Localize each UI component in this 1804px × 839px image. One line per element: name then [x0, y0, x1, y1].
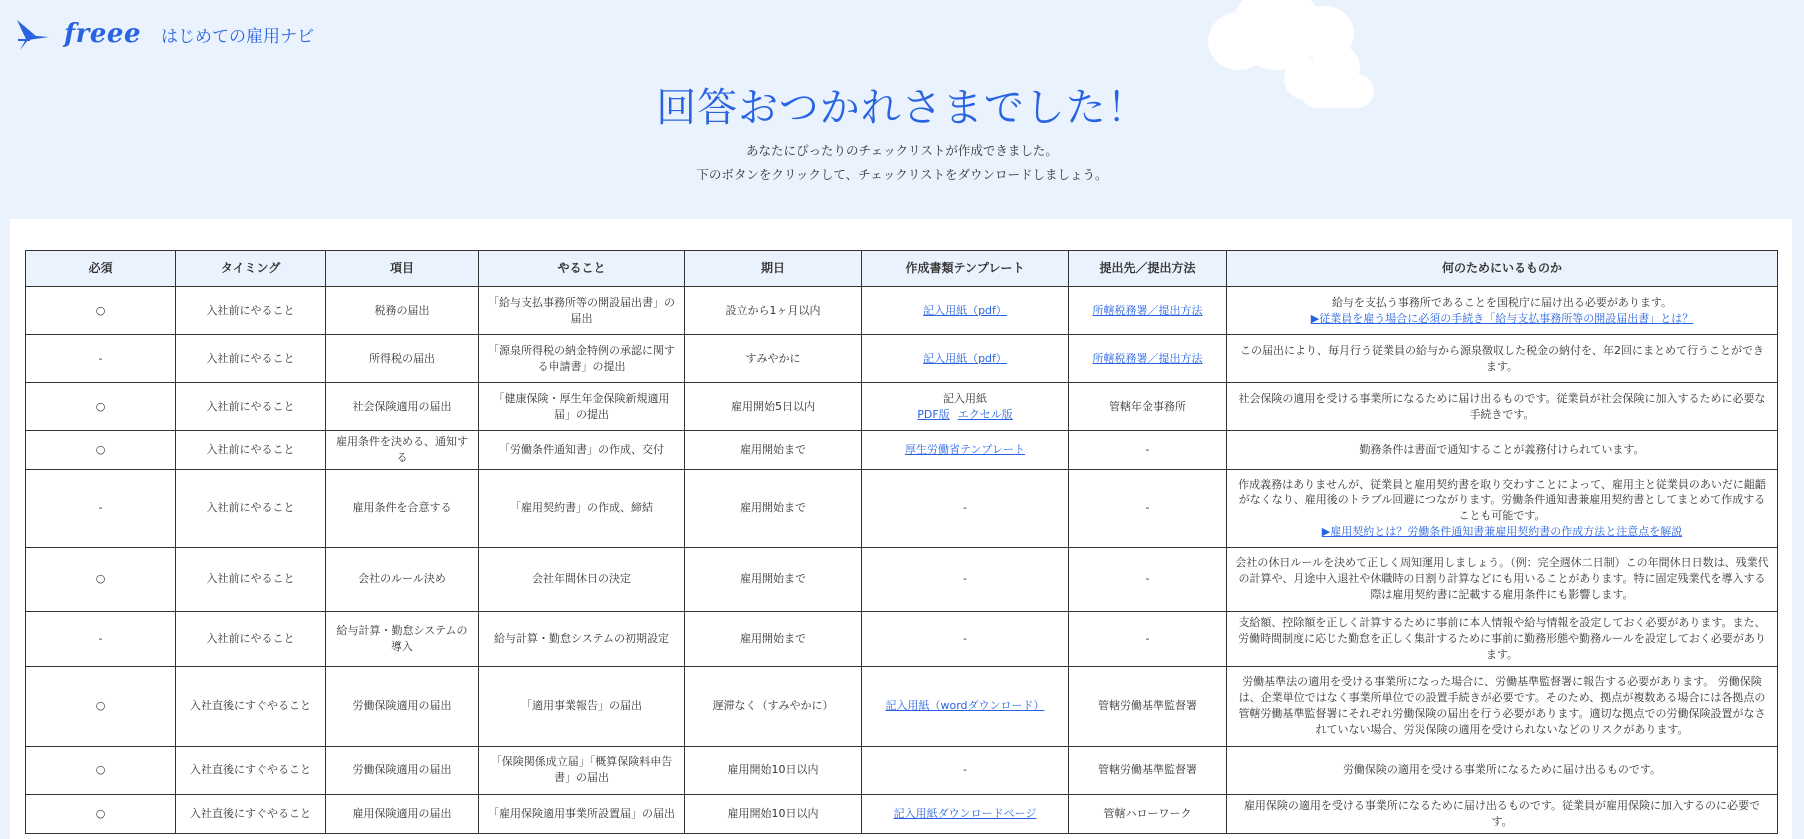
cell-submit — [1069, 287, 1227, 335]
column-header-deadline: 期日 — [685, 251, 862, 287]
table-header-row — [26, 251, 1778, 287]
purpose-article-link[interactable]: ▶雇用契約とは？労働条件通知書兼雇用契約書の作成方法と注意点を解説 — [1321, 525, 1683, 539]
purpose-text: 給与を支払う事務所であることを国税庁に届け出る必要があります。 — [1331, 295, 1673, 309]
cell-required: ○ — [26, 746, 176, 794]
table-row — [26, 383, 1778, 431]
cell-template — [862, 335, 1069, 383]
cell-deadline: 雇用開始5日以内 — [685, 383, 862, 431]
cell-todo: 「源泉所得税の納金特例の承認に関する申請書」の提出 — [479, 335, 685, 383]
freee-bird-icon — [16, 16, 50, 52]
cell-template — [862, 666, 1069, 746]
purpose-article-link[interactable]: ▶従業員を雇う場合に必須の手続き「給与支払事務所等の開設届出書」とは？ — [1310, 311, 1694, 325]
cell-purpose — [1227, 287, 1778, 335]
checklist-table — [25, 250, 1778, 834]
cell-timing: 入社直後にすぐやること — [176, 666, 326, 746]
cell-submit: 管轄ハローワーク — [1069, 794, 1227, 833]
cell-item: 雇用保険適用の届出 — [326, 794, 479, 833]
cell-purpose: この届出により、毎月行う従業員の給与から源泉徴収した税金の納付を、年2回にまとめて行うことができます。 — [1227, 335, 1778, 383]
cell-timing: 入社直後にすぐやること — [176, 746, 326, 794]
table-row — [26, 666, 1778, 746]
template-pdf-link[interactable]: PDF版 — [917, 407, 950, 421]
cell-timing: 入社前にやること — [176, 431, 326, 470]
cell-item: 雇用条件を合意する — [326, 469, 479, 547]
cell-purpose: 雇用保険の適用を受ける事業所になるために届け出るものです。従業員が雇用保険に加入するのに必要です。 — [1227, 794, 1778, 833]
cell-purpose: 勤務条件は書面で通知することが義務付けられています。 — [1227, 431, 1778, 470]
table-row — [26, 431, 1778, 470]
cell-timing: 入社前にやること — [176, 287, 326, 335]
column-header-template: 作成書類テンプレート — [862, 251, 1069, 287]
logo-subtitle: はじめての雇用ナビ — [161, 26, 315, 47]
cell-submit: - — [1069, 469, 1227, 547]
column-header-required: 必須 — [26, 251, 176, 287]
table-row — [26, 547, 1778, 611]
cell-deadline: 雇用開始10日以内 — [685, 794, 862, 833]
cell-todo: 「労働条件通知書」の作成、交付 — [479, 431, 685, 470]
cell-deadline: 雇用開始まで — [685, 469, 862, 547]
cell-timing: 入社前にやること — [176, 469, 326, 547]
template-download-link[interactable]: 記入用紙（wordダウンロード） — [885, 699, 1045, 713]
cell-item: 会社のルール決め — [326, 547, 479, 611]
template-download-link[interactable]: 記入用紙（pdf） — [923, 303, 1007, 317]
cell-todo: 「健康保険・厚生年金保険新規適用届」の提出 — [479, 383, 685, 431]
cell-submit: - — [1069, 611, 1227, 666]
cell-deadline: 雇用開始まで — [685, 547, 862, 611]
cell-template — [862, 431, 1069, 470]
cell-purpose — [1227, 469, 1778, 547]
cell-purpose: 労働保険の適用を受ける事業所になるために届け出るものです。 — [1227, 746, 1778, 794]
cell-timing: 入社前にやること — [176, 383, 326, 431]
cell-todo: 「雇用契約書」の作成、締結 — [479, 469, 685, 547]
template-download-link[interactable]: 記入用紙ダウンロードページ — [893, 806, 1037, 820]
cell-todo: 給与計算・勤怠システムの初期設定 — [479, 611, 685, 666]
cell-item: 所得税の届出 — [326, 335, 479, 383]
cell-timing: 入社前にやること — [176, 547, 326, 611]
cell-purpose: 社会保険の適用を受ける事業所になるために届け出るものです。従業員が社会保険に加入するために必要な手続きです。 — [1227, 383, 1778, 431]
submit-method-link[interactable]: 所轄税務署／提出方法 — [1092, 303, 1203, 317]
cell-todo: 「保険関係成立届」「概算保険料申告書」の届出 — [479, 746, 685, 794]
cell-deadline: 雇用開始まで — [685, 611, 862, 666]
cell-required: ○ — [26, 794, 176, 833]
cell-timing: 入社前にやること — [176, 611, 326, 666]
template-excel-link[interactable]: エクセル版 — [957, 407, 1013, 421]
table-row — [26, 335, 1778, 383]
logo-wordmark: freee — [64, 19, 142, 49]
cell-item: 労働保険適用の届出 — [326, 746, 479, 794]
template-format-links — [913, 408, 1016, 421]
cell-required: ○ — [26, 287, 176, 335]
cell-template — [862, 287, 1069, 335]
cell-deadline: 雇用開始まで — [685, 431, 862, 470]
cell-item: 税務の届出 — [326, 287, 479, 335]
cell-template: - — [862, 469, 1069, 547]
cell-timing: 入社直後にすぐやること — [176, 794, 326, 833]
cell-submit: - — [1069, 547, 1227, 611]
column-header-todo: やること — [479, 251, 685, 287]
template-download-link[interactable]: 記入用紙（pdf） — [923, 351, 1007, 365]
cell-deadline: 遅滞なく（すみやかに） — [685, 666, 862, 746]
cell-purpose: 支給額、控除額を正しく計算するために事前に本人情報や給与情報を設定しておく必要があります。また、労働時間制度に応じた勤怠を正しく集計するために事前に勤務形態や勤務ルールを設定しておく必要があります。 — [1227, 611, 1778, 666]
cell-item: 労働保険適用の届出 — [326, 666, 479, 746]
page-title: 回答おつかれさまでした！ — [656, 85, 1148, 131]
cell-required: - — [26, 611, 176, 666]
cell-submit: - — [1069, 431, 1227, 470]
cell-required: - — [26, 469, 176, 547]
cell-item: 雇用条件を決める、通知する — [326, 431, 479, 470]
column-header-item: 項目 — [326, 251, 479, 287]
cell-submit: 管轄年金事務所 — [1069, 383, 1227, 431]
cell-required: ○ — [26, 431, 176, 470]
template-label: 記入用紙 — [943, 391, 987, 405]
purpose-text: 作成義務はありませんが、従業員と雇用契約書を取り交わすことによって、雇用主と従業員のあいだに齟齬がなくなり、雇用後のトラブル回避につながります。労働条件通知書兼雇用契約書としてまとめて作成することも可能です。 — [1238, 477, 1766, 523]
cell-template — [862, 383, 1069, 431]
cell-template: - — [862, 547, 1069, 611]
cell-template: - — [862, 611, 1069, 666]
cell-required: ○ — [26, 666, 176, 746]
cell-todo: 「給与支払事務所等の開設届出書」の届出 — [479, 287, 685, 335]
column-header-purpose: 何のためにいるものか — [1227, 251, 1778, 287]
table-row — [26, 287, 1778, 335]
cell-required: - — [26, 335, 176, 383]
cell-purpose: 労働基準法の適用を受ける事業所になった場合に、労働基準監督署に報告する必要があります。 労働保険は、企業単位ではなく事業所単位での設置手続きが必要です。そのため、拠点が複数ある場合には各拠点の管轄労働基準監督署にそれぞれ労働保険の届出を行う必要があります。適切な拠点での労働保険設置がなされていない場合、労災保険の適用を受けられないなどのリスクがあります。 — [1227, 666, 1778, 746]
cell-item: 給与計算・勤怠システムの導入 — [326, 611, 479, 666]
table-row — [26, 794, 1778, 833]
hero-description-line1: あなたにぴったりのチェックリストが作成できました。 — [746, 143, 1058, 158]
cell-item: 社会保険適用の届出 — [326, 383, 479, 431]
cell-deadline: 設立から1ヶ月以内 — [685, 287, 862, 335]
cell-todo: 「適用事業報告」の届出 — [479, 666, 685, 746]
cell-required: ○ — [26, 383, 176, 431]
column-header-timing: タイミング — [176, 251, 326, 287]
template-download-link[interactable]: 厚生労働省テンプレート — [904, 442, 1025, 456]
cell-required: ○ — [26, 547, 176, 611]
submit-method-link[interactable]: 所轄税務署／提出方法 — [1092, 351, 1203, 365]
cell-todo: 会社年間休日の決定 — [479, 547, 685, 611]
site-logo[interactable] — [16, 14, 314, 54]
cell-submit: 管轄労働基準監督署 — [1069, 746, 1227, 794]
cell-template: - — [862, 746, 1069, 794]
table-row — [26, 469, 1778, 547]
table-row — [26, 746, 1778, 794]
cell-purpose: 会社の休日ルールを決めて正しく周知運用しましょう。（例：完全週休二日制）この年間休日日数は、残業代の計算や、月途中入退社や休職時の日割り計算などにも用いることがあります。特に固定残業代を導入する際は雇用契約書に記載する雇用条件にも影響します。 — [1227, 547, 1778, 611]
column-header-submit: 提出先／提出方法 — [1069, 251, 1227, 287]
hero-description-line2: 下のボタンをクリックして、チェックリストをダウンロードしましょう。 — [696, 167, 1108, 182]
cell-template — [862, 794, 1069, 833]
cell-submit — [1069, 335, 1227, 383]
cell-deadline: すみやかに — [685, 335, 862, 383]
table-row — [26, 611, 1778, 666]
cell-timing: 入社前にやること — [176, 335, 326, 383]
cell-submit: 管轄労働基準監督署 — [1069, 666, 1227, 746]
cell-deadline: 雇用開始10日以内 — [685, 746, 862, 794]
cell-todo: 「雇用保険適用事業所設置届」の届出 — [479, 794, 685, 833]
